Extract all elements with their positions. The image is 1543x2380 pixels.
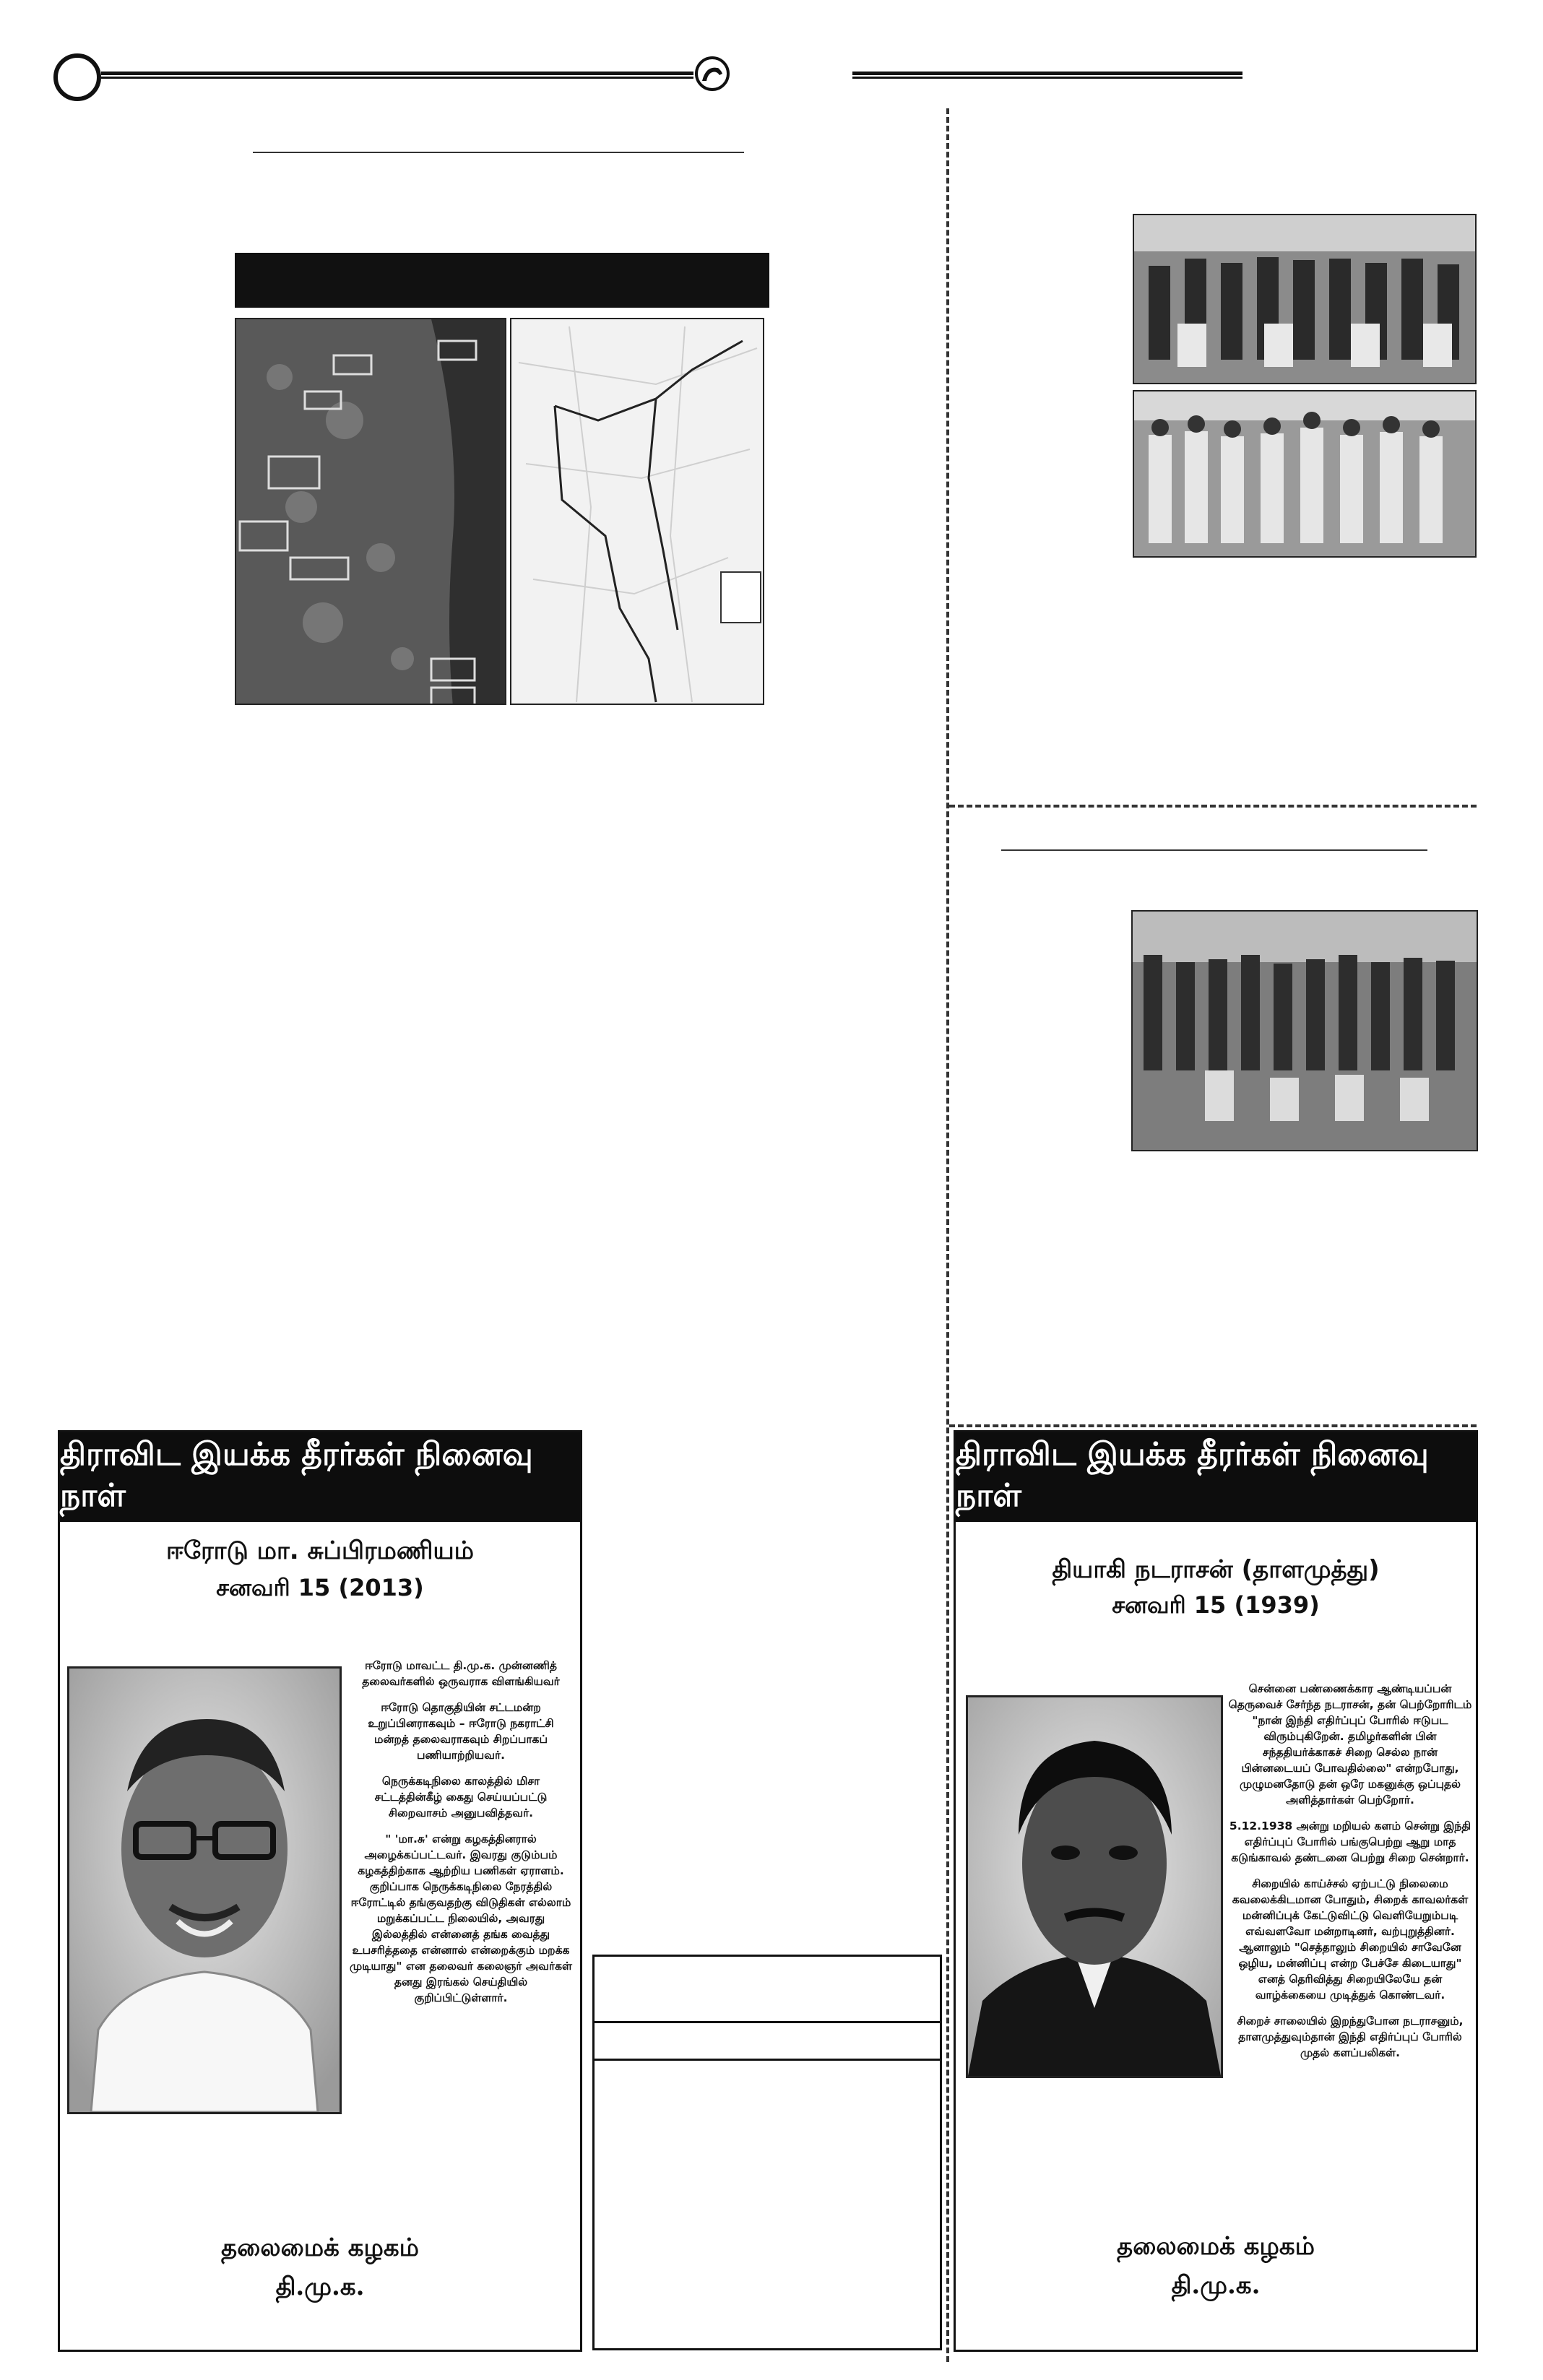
small-box-row-1 [595, 1957, 940, 2023]
section-separator-right-1 [949, 805, 1477, 808]
memorial-box-right [954, 1430, 1478, 2352]
bio-paragraph: 5.12.1938 அன்று மறியல் களம் சென்று இந்தி எதிர்ப்புப் போரில் பங்குபெற்று ஆறு மாத கடுங்காவல் தண்டனை பெற்று சிறை சென்றார். [1229, 1819, 1471, 1864]
small-box-row-2 [595, 2023, 940, 2061]
memorial-date: சனவரி 15 (2013) [216, 1574, 424, 1601]
memorial-date: சனவரி 15 (1939) [1112, 1591, 1320, 1619]
bio-paragraph: ஈரோடு தொகுதியின் சட்டமன்ற உறுப்பினராகவும் – ஈரோடு நகராட்சி மன்றத் தலைவராகவும் சிறப்பாகப் பணியாற்றியவர். [368, 1701, 554, 1762]
headline-rule [253, 152, 744, 153]
bio-paragraph: " 'மா.சு' என்று கழகத்தினரால் அழைக்கப்பட்டவர். இவரது குடும்பம் கழகத்திற்காக ஆற்றிய பணிகள் ஏராளம். குறிப்பாக நெருக்கடிநிலை நேரத்தில் ஈரோட்டில் தங்குவதற்கு விடுதிகள் எல்லாம் மறுக்கப்பட்ட நிலையில், அவரது இல்லத்தில் என்னைத் தங்க வைத்து உபசரித்ததை என்னால் என்றைக்கும் மறக்க முடியாது" என தலைவர் கலைஞர் அவர்கள் தனது இரங்கல் செய்தியில் குறிப்பிட்டுள்ளார். [350, 1832, 572, 2004]
event-photo-2 [1133, 390, 1477, 558]
event-photo-1 [1133, 214, 1477, 384]
memorial-bio [349, 1658, 573, 2016]
portrait-photo [966, 1695, 1223, 2078]
bio-paragraph: சென்னை பண்ணைக்கார ஆண்டியப்பன் தெருவைச் சேர்ந்த நடராசன், தன் பெற்றோரிடம் "நான் இந்தி எதிர்ப்புப் போரில் ஈடுபட விரும்புகிறேன். தமிழர்களின் பின் சந்ததியர்க்காகச் சிறை செல்ல நான் பின்னடையப் போவதில்லை" என்றபோது, முழுமனதோடு தன் ஒரே மகனுக்கு ஒப்புதல் அளித்தார்கள் பெற்றோர். [1228, 1682, 1472, 1806]
masthead-logo-icon [695, 56, 730, 91]
memorial-box-left [58, 1430, 582, 2352]
section-separator-right-2 [949, 1424, 1477, 1427]
bio-paragraph: சிறையில் காய்ச்சல் ஏற்பட்டு நிலைமை கவலைக்கிடமான போதும், சிறைக் காவலர்கள் மன்னிப்புக் கேட்டுவிட்டு வெளியேறும்படி எவ்வளவோ மன்றாடினர், வற்புறுத்தினர். ஆனாலும் "செத்தாலும் சிறையில் சாவேனே ஒழிய, மன்னிப்பு என்ற பேச்சே கிடையாது" எனத் தெரிவித்து சிறையிலேயே தன் வாழ்க்கையை முடித்துக் கொண்டவர். [1232, 1877, 1469, 2002]
signature-line: தலைமைக் கழகம் [221, 2233, 419, 2262]
map-title-bar [235, 253, 769, 308]
header-rule-right [852, 72, 1242, 79]
header-rule-left [101, 72, 693, 79]
right-headline-rule [1001, 849, 1427, 851]
signature-line: தி.மு.க. [275, 2272, 365, 2301]
memorial-name: தியாகி நடராசன் (தாளமுத்து) [1052, 1555, 1380, 1584]
bio-paragraph: நெருக்கடிநிலை காலத்தில் மிசா சட்டத்தின்கீழ் கைது செய்யப்பட்டு சிறைவாசம் அனுபவித்தவர். [374, 1775, 548, 1819]
bio-paragraph: ஈரோடு மாவட்ட தி.மு.க. முன்னணித் தலைவர்களில் ஒருவராக விளங்கியவர் [362, 1659, 560, 1688]
memorial-bio [1227, 1681, 1473, 2071]
route-map-image [510, 318, 764, 705]
bio-paragraph: சிறைச் சாலையில் இறந்துபோன நடராசனும், தாளமுத்துவும்தான் இந்தி எதிர்ப்புப் போரில் முதல் களப்பலிகள். [1237, 2015, 1464, 2059]
column-divider [946, 108, 949, 2362]
portrait-photo [67, 1666, 342, 2114]
small-info-box [592, 1955, 942, 2350]
signature-line: தலைமைக் கழகம் [1117, 2232, 1315, 2261]
event-photo-3 [1131, 910, 1478, 1151]
memorial-header: திராவிட இயக்க தீரர்கள் நினைவு நாள் [956, 1432, 1476, 1522]
page-number-circle [53, 53, 101, 101]
memorial-header: திராவிட இயக்க தீரர்கள் நினைவு நாள் [60, 1432, 580, 1522]
satellite-map-image [235, 318, 506, 705]
memorial-name: ஈரோடு மா. சுப்பிரமணியம் [166, 1536, 474, 1565]
signature-line: தி.மு.க. [1171, 2271, 1261, 2300]
signature-block [60, 2228, 580, 2306]
signature-block [956, 2227, 1476, 2305]
